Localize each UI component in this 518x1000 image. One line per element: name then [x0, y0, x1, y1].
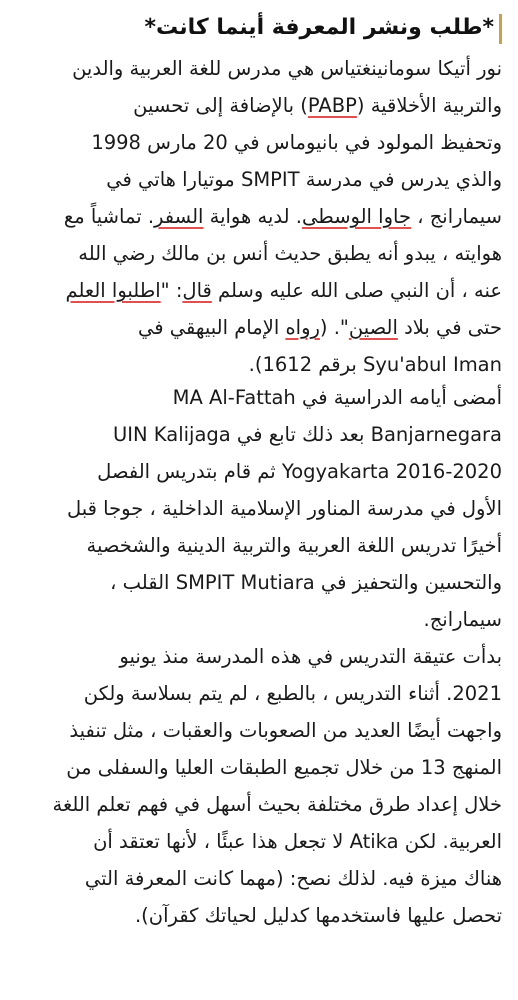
- paragraph-3: [22, 638, 502, 934]
- underlined-word: الصين: [348, 316, 398, 339]
- paragraph-2: [22, 379, 502, 638]
- text-line: هوايته ، يبدو أنه يطبق حديث أنس بن مالك رضي الله: [78, 242, 502, 265]
- title-row: [22, 6, 502, 50]
- text-line: سيمارانج.: [423, 608, 502, 631]
- title-marker: [499, 14, 502, 44]
- text-line: العربية. لكن Atika لا تجعل هذا عبئًا ، لأنها تعتقد أن: [93, 830, 502, 853]
- underlined-word: اطلبوا العلم: [65, 279, 161, 302]
- text-line: والتربية الأخلاقية (PABP) بالإضافة إلى تحسين: [133, 94, 502, 117]
- text-line: خلال إعداد طرق مختلفة بحيث أسهل في فهم تعلم اللغة: [52, 793, 502, 816]
- text-line: والتحسين والتحفيز في SMPIT Mutiara القلب ،: [110, 571, 502, 594]
- text-line: الأول في مدرسة المناور الإسلامية الداخلية ، جوجا قبل: [66, 497, 502, 520]
- text-line: سيمارانج ، جاوا الوسطى. لديه هواية السفر. تماشياً مع: [63, 205, 502, 228]
- underlined-word: قال: [182, 279, 212, 302]
- paragraph-1: [22, 50, 502, 383]
- text-line: Banjarnegara بعد ذلك تابع في UIN Kalijaga: [113, 423, 502, 446]
- underlined-word: رواه: [285, 316, 320, 339]
- text-line: واجهت أيضًا العديد من الصعوبات والعقبات ، مثل تنفيذ: [69, 719, 502, 742]
- text-line: Syu'abul Iman برقم 1612).: [248, 353, 502, 376]
- article-body: [22, 50, 502, 934]
- text-line: المنهج 13 من خلال تجميع الطبقات العليا والسفلى من: [66, 756, 502, 779]
- text-line: أخيرًا تدريس اللغة العربية والتربية الدينية والشخصية: [86, 534, 502, 557]
- text-line: هناك ميزة فيه. لذلك نصح: (مهما كانت المعرفة التي: [84, 867, 502, 890]
- underlined-word: جاوا الوسطى: [301, 205, 412, 228]
- underlined-word: السفر: [154, 205, 204, 228]
- underlined-word: PABP: [307, 94, 357, 117]
- text-line: حتى في بلاد الصين". (رواه الإمام البيهقي في: [138, 316, 502, 339]
- text-line: Yogyakarta 2016-2020 ثم قام بتدريس الفصل: [97, 460, 502, 483]
- text-line: نور أتيكا سومانينغتياس هي مدرس للغة العربية والدين: [72, 57, 502, 80]
- text-line: عنه ، أن النبي صلى الله عليه وسلم قال: "اطلبوا العلم: [65, 279, 502, 302]
- text-line: بدأت عتيقة التدريس في هذه المدرسة منذ يونيو: [119, 645, 502, 668]
- text-line: أمضى أيامه الدراسية في MA Al-Fattah: [172, 386, 502, 409]
- text-line: والذي يدرس في مدرسة SMPIT موتيارا هاتي في: [106, 168, 502, 191]
- text-line: تحصل عليها فاستخدمها كدليل لحياتك كقرآن).: [134, 904, 502, 927]
- text-line: وتحفيظ المولود في بانيوماس في 20 مارس 1998: [91, 131, 502, 154]
- text-line: 2021. أثناء التدريس ، بالطبع ، لم يتم بسلاسة ولكن: [83, 682, 502, 705]
- article-title: *طلب ونشر المعرفة أينما كانت*: [144, 15, 494, 40]
